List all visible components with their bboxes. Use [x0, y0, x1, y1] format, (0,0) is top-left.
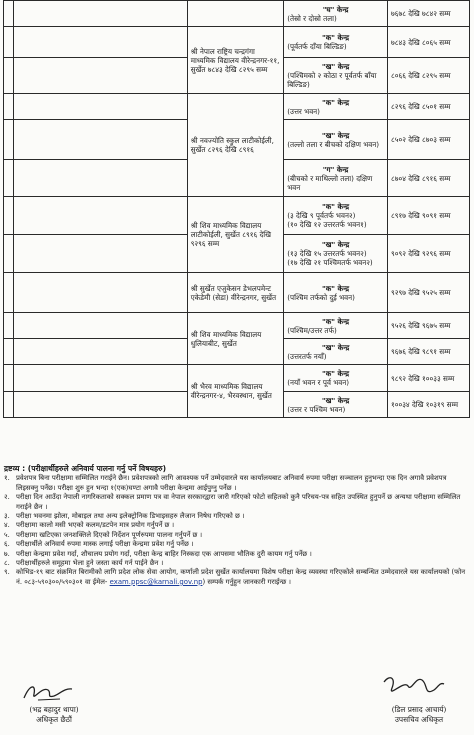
- left-signature-image: [20, 680, 80, 704]
- room-label-extra: (१० देखि १२ उत्तरतर्फ भवन१): [287, 220, 367, 229]
- blank-cell: [4, 1, 14, 27]
- school-cell: श्री सुर्खेत एजुकेसन डेभलपमेन्ट एकेडेमी (सेडा) वीरेन्द्रनगर, सुर्खेत: [187, 273, 284, 313]
- room-cell: [284, 120, 388, 160]
- room-label: (उत्तरतर्फ नयाँ): [287, 351, 327, 361]
- room-cell: [284, 94, 388, 120]
- school-cell: श्री नेपाल राष्ट्रिय चन्द्रगंगा माध्यमिक विद्यालय वीरेन्द्रनगर-११, सुर्खेत ७८४३ देखि ८२९५ सम्म: [187, 27, 284, 94]
- note-item: ९. कोभिड-१९ बाट संक्रमित बिरामीको लागि प्रदेश लोक सेवा आयोग, कर्णाली प्रदेश सुर्खेत कार्यालयमा विशेष परीक्षा केन्द्र व्यवस्था गरिएकोले सम्बन्धित उम्मेदवारले यस कार्यालयको (फोन नं. ०८३-५९०३००/५९०३०१ वा ईमेल- exam.ppsc@karnali.gov.np) सम्पर्क गर्नुहुन जानकारी गराईन्छ ।: [4, 568, 466, 586]
- range-cell: ९६७६ देखि ९८९१ सम्म: [387, 339, 469, 365]
- range-cell: ८९१७ देखि ९०९१ सम्म: [387, 197, 469, 235]
- email-link[interactable]: exam.ppsc@karnali.gov.np: [109, 577, 203, 586]
- room-cell: [284, 58, 388, 94]
- note-item: ३. परीक्षा भवनमा झोला, मोबाइल तथा अन्य इलेक्ट्रोनिक डिभाइसहरु लैजान निषेध गरिएको छ ।: [4, 512, 245, 521]
- room-cell: [284, 235, 388, 273]
- school-cell: श्री शिव माध्यमिक विद्यालय लाटीकोईली, सुर्खेत ८९१६ देखि ९२९६ सम्म: [187, 197, 284, 273]
- blank-cell: [14, 1, 187, 27]
- kendra-label: "क" केन्द्र: [322, 202, 350, 211]
- kendra-label: "ख" केन्द्र: [321, 130, 350, 140]
- room-cell: [284, 313, 388, 339]
- room-cell: [284, 1, 388, 27]
- school-cell: श्री नवज्योति स्कुल लाटीकोईली, सुर्खेत ८२९६ देखि ८९१६: [187, 94, 284, 197]
- left-signatory-title: अधिकृत छैठौं: [36, 715, 72, 724]
- room-cell: [284, 197, 388, 235]
- range-cell: १००३४ देखि १०३१९ सम्म: [387, 392, 469, 418]
- table-row: [4, 273, 470, 313]
- kendra-label: "ग" केन्द्र: [322, 164, 349, 174]
- room-label: (पश्चिम/उत्तर तर्फ): [287, 325, 337, 335]
- room-cell: [284, 273, 388, 313]
- school-cell: [187, 1, 284, 27]
- range-cell: ७६७८ देखि ७८४२ सम्म: [387, 1, 469, 27]
- note-item: ४. परीक्षामा कालो मसी भएको कलम/डटपेन मात्र प्रयोग गर्नुपर्ने छ ।: [4, 521, 175, 530]
- kendra-label: "क" केन्द्र: [322, 283, 350, 293]
- kendra-label: "क" केन्द्र: [322, 369, 350, 378]
- note-item: ५. परीक्षामा खटिएका जनशक्तिले दिएको निर्देशन पूर्णरुपमा पालना गर्नुपर्ने छ ।: [4, 530, 203, 539]
- room-label: (पश्चिमको २ कोठा र पूर्वतर्फ बाँया बिल्डिङ): [287, 71, 377, 89]
- notes-list: [4, 474, 470, 587]
- room-label: (१३ देखि १५ उत्तरतर्फ भवन२): [287, 249, 367, 258]
- school-cell: श्री भैरव माध्यमिक विद्यालय वीरेन्द्रनगर-४, भैरवस्थान, सुर्खेत: [187, 365, 284, 418]
- range-cell: ८२९६ देखि ८५०१ सम्म: [387, 94, 469, 120]
- room-label: (तल्लो तला र बीचको दक्षिण भवन): [287, 139, 380, 149]
- note-item: ८. परीक्षार्थीहरुले समूहमा भेला हुने जस्ता कार्य गर्न पाईने छैन ।: [4, 559, 164, 568]
- room-label: (उत्तर भवन): [287, 106, 320, 116]
- room-label: (पूर्वतर्फ दाँया बिल्डिङ): [287, 42, 347, 51]
- room-label: (उत्तर र पश्चिम भवन): [287, 404, 346, 414]
- room-cell: [284, 27, 388, 58]
- room-label: (३ देखि ९ पूर्वतर्फ भवन२): [287, 211, 356, 220]
- table-row: [4, 197, 470, 235]
- kendra-label: "घ" केन्द्र: [322, 4, 349, 14]
- right-signature-image: [378, 672, 448, 702]
- notes-section: [4, 464, 470, 587]
- school-cell: श्री शिव माध्यमिक विद्यालय धुलियाबीट, सुर्खेत: [187, 313, 284, 365]
- kendra-label: "क" केन्द्र: [322, 316, 350, 326]
- room-cell: [284, 365, 388, 392]
- right-signatory-name: (डिल प्रसाद आचार्य): [391, 705, 447, 714]
- range-cell: ७८४३ देखि ८०६५ सम्म: [387, 27, 469, 58]
- note-item: ७. परीक्षा केन्द्रमा प्रवेश गर्दा, शौचालय प्रयोग गर्दा, परीक्षा केन्द्र बाहिर निस्कदा एक आपसमा भौतिक दुरी कायम गर्नु पर्नेछ ।: [4, 549, 312, 558]
- room-label: (तेस्रो र दोस्रो तला): [287, 13, 337, 23]
- kendra-label: "ख" केन्द्र: [321, 240, 350, 249]
- exam-center-table: [3, 0, 470, 418]
- range-cell: ८७०४ देखि ८९१६ सम्म: [387, 160, 469, 197]
- kendra-label: "ख" केन्द्र: [321, 395, 350, 405]
- table-row: [4, 94, 470, 120]
- right-signatory-title: उपसचिव अधिकृत: [394, 715, 444, 724]
- left-signatory-name: (भद्र बहादुर थापा): [29, 705, 79, 714]
- range-cell: ८५०२ देखि ८७०३ सम्म: [387, 120, 469, 160]
- table-row: [4, 27, 470, 58]
- kendra-label: "ख" केन्द्र: [321, 342, 350, 352]
- room-cell: [284, 160, 388, 197]
- kendra-label: "क" केन्द्र: [322, 97, 350, 107]
- room-label: (नयाँ भवन र पूर्व भवन): [287, 378, 350, 387]
- range-cell: ९५२६ देखि ९६७५ सम्म: [387, 313, 469, 339]
- note-item: १. प्रवेशपत्र बिना परीक्षामा सम्मिलित गराईने छैन। प्रवेशपत्रको लागि आवश्यक पर्ने उम्मेदवारले यस कार्यालयबाट अनिवार्य रुपमा परीक्षा सञ्चालन हुनुभन्दा एक दिन अगावै प्रवेशपत्र लिइसक्नु पर्नेछ। परीक्षा शुरु हुन भन्दा १(एक)घण्टा अगावै परीक्षा केन्द्रमा आईपुग्नु पर्नेछ ।: [4, 474, 447, 492]
- range-cell: ८०६६ देखि ८२९५ सम्म: [387, 58, 469, 94]
- table-row: [4, 1, 470, 27]
- kendra-label: "क" केन्द्र: [322, 33, 350, 42]
- kendra-label: "ख" केन्द्र: [321, 62, 350, 71]
- room-cell: [284, 339, 388, 365]
- room-cell: [284, 392, 388, 418]
- table-row: [4, 313, 470, 339]
- note-item: ६. परीक्षार्थीले अनिवार्य रुपमा मास्क लगाई परीक्षा केन्द्रमा प्रवेश गर्नु पर्नेछ ।: [4, 540, 194, 549]
- right-signature: [372, 705, 466, 725]
- range-cell: ९२९७ देखि ९५२५ सम्म: [387, 273, 469, 313]
- range-cell: ९०९२ देखि ९२९६ सम्म: [387, 235, 469, 273]
- notes-heading: द्रष्टव्य : (परीक्षार्थीहरुले अनिवार्य पालना गर्नु पर्ने विषयहरु): [4, 464, 167, 473]
- table-row: [4, 365, 470, 392]
- room-label: (बीचको र माथिल्लो तला) दक्षिण भवन: [287, 173, 373, 192]
- range-cell: ९८९२ देखि १००३३ सम्म: [387, 365, 469, 392]
- room-label-extra: (१७ देखि २१ पश्चिमतर्फ भवन२): [287, 258, 373, 267]
- note-item: २. परीक्षा दिन आउँदा नेपाली नागरिकताको सक्कल प्रमाण पत्र वा नेपाल सरकारद्वारा जारी गरिएको फोटो सहितको कुनै परिचय-पत्र सहित उपस्थित हुनुपर्ने छ अन्यथा परीक्षामा सम्मिलित गराईने छैन ।: [4, 493, 461, 511]
- left-signature: [14, 705, 94, 725]
- room-label: (पश्चिम तर्फको दुई भवन): [287, 292, 355, 302]
